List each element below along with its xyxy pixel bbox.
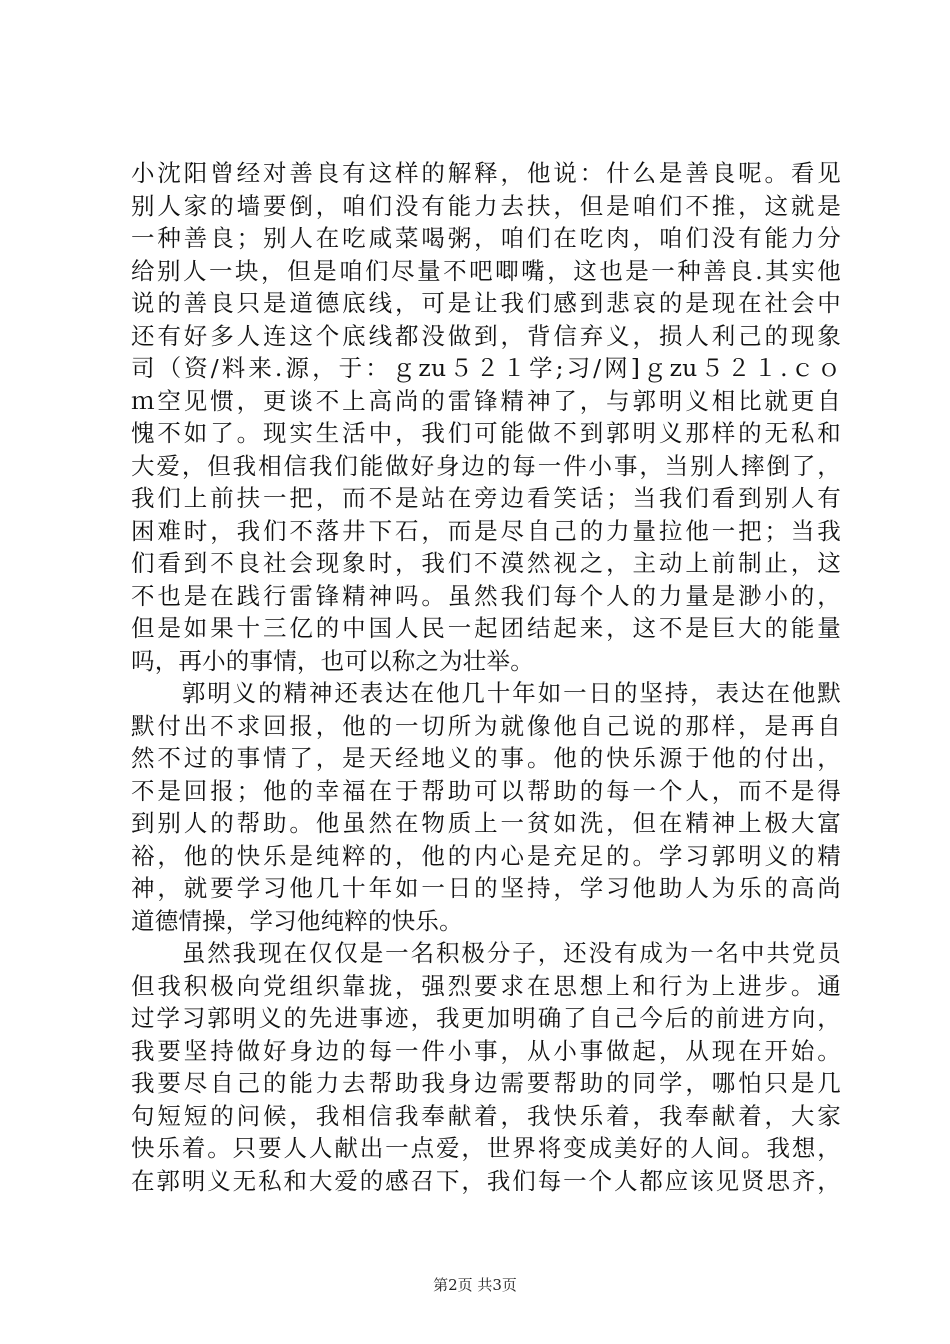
text-line: 快乐着。只要人人献出一点爱，世界将变成美好的人间。我想，	[131, 1134, 841, 1162]
text-line: 小沈阳曾经对善良有这样的解释，他说：什么是善良呢。看见	[131, 159, 841, 187]
text-line: 给别人一块，但是咱们尽量不吧唧嘴，这也是一种善良.其实他	[131, 256, 841, 285]
text-line: 我要尽自己的能力去帮助我身边需要帮助的同学，哪怕只是几	[131, 1069, 841, 1097]
text-line: 但是如果十三亿的中国人民一起团结起来，这不是巨大的能量	[131, 614, 841, 642]
text-line: 们看到不良社会现象时，我们不漠然视之，主动上前制止，这	[131, 549, 841, 577]
text-line: 在郭明义无私和大爱的感召下，我们每一个人都应该见贤思齐，	[131, 1166, 841, 1195]
text-line: 到别人的帮助。他虽然在物质上一贫如洗，但在精神上极大富	[131, 809, 841, 837]
text-line: 句短短的问候，我相信我奉献着，我快乐着，我奉献着，大家	[131, 1101, 841, 1130]
text-line: 别人家的墙要倒，咱们没有能力去扶，但是咱们不推，这就是	[131, 191, 841, 220]
text-line: 愧不如了。现实生活中，我们可能做不到郭明义那样的无私和	[131, 419, 841, 447]
page-footer	[0, 1275, 950, 1295]
paragraph-1	[131, 157, 841, 677]
text-line: 我们上前扶一把，而不是站在旁边看笑话；当我们看到别人有	[131, 484, 841, 512]
page-number: 第2页 共3页	[433, 1276, 517, 1294]
paragraph-2	[131, 677, 841, 937]
text-line: 道德情操，学习他纯粹的快乐。	[131, 906, 463, 935]
text-line: 不也是在践行雷锋精神吗。虽然我们每个人的力量是渺小的，	[131, 581, 841, 610]
text-line: 不是回报；他的幸福在于帮助可以帮助的每一个人，而不是得	[131, 776, 841, 805]
text-line: 困难时，我们不落井下石，而是尽自己的力量拉他一把；当我	[131, 516, 841, 545]
text-line: 然不过的事情了，是天经地义的事。他的快乐源于他的付出，	[131, 744, 841, 772]
text-line: 但我积极向党组织靠拢，强烈要求在思想上和行为上进步。通	[131, 971, 841, 1000]
text-line: 说的善良只是道德底线，可是让我们感到悲哀的是现在社会中	[131, 289, 841, 317]
text-line: 我要坚持做好身边的每一件小事，从小事做起，从现在开始。	[131, 1036, 841, 1065]
text-line: 司（资/料来.源，于：ｇzu５２１学;习/网]ｇzu５２１.ｃｏ	[131, 354, 841, 382]
text-line: ｍ空见惯，更谈不上高尚的雷锋精神了，与郭明义相比就更自	[131, 386, 841, 415]
body-text	[131, 157, 841, 1197]
text-line: 吗，再小的事情，也可以称之为壮举。	[131, 646, 534, 675]
text-line: 裕，他的快乐是纯粹的，他的内心是充足的。学习郭明义的精	[131, 841, 841, 870]
text-line: 一种善良；别人在吃咸菜喝粥，咱们在吃肉，咱们没有能力分	[131, 224, 841, 252]
text-line: 默付出不求回报，他的一切所为就像他自己说的那样，是再自	[131, 711, 841, 740]
text-line: 大爱，但我相信我们能做好身边的每一件小事，当别人摔倒了，	[131, 451, 841, 480]
paragraph-3	[131, 937, 841, 1197]
text-line: 虽然我现在仅仅是一名积极分子，还没有成为一名中共党员	[131, 939, 841, 967]
text-line: 郭明义的精神还表达在他几十年如一日的坚持，表达在他默	[131, 679, 841, 707]
text-line: 过学习郭明义的先进事迹，我更加明确了自己今后的前进方向，	[131, 1004, 841, 1032]
text-line: 还有好多人连这个底线都没做到，背信弃义，损人利己的现象	[131, 321, 841, 350]
text-line: 神，就要学习他几十年如一日的坚持，学习他助人为乐的高尚	[131, 874, 841, 902]
